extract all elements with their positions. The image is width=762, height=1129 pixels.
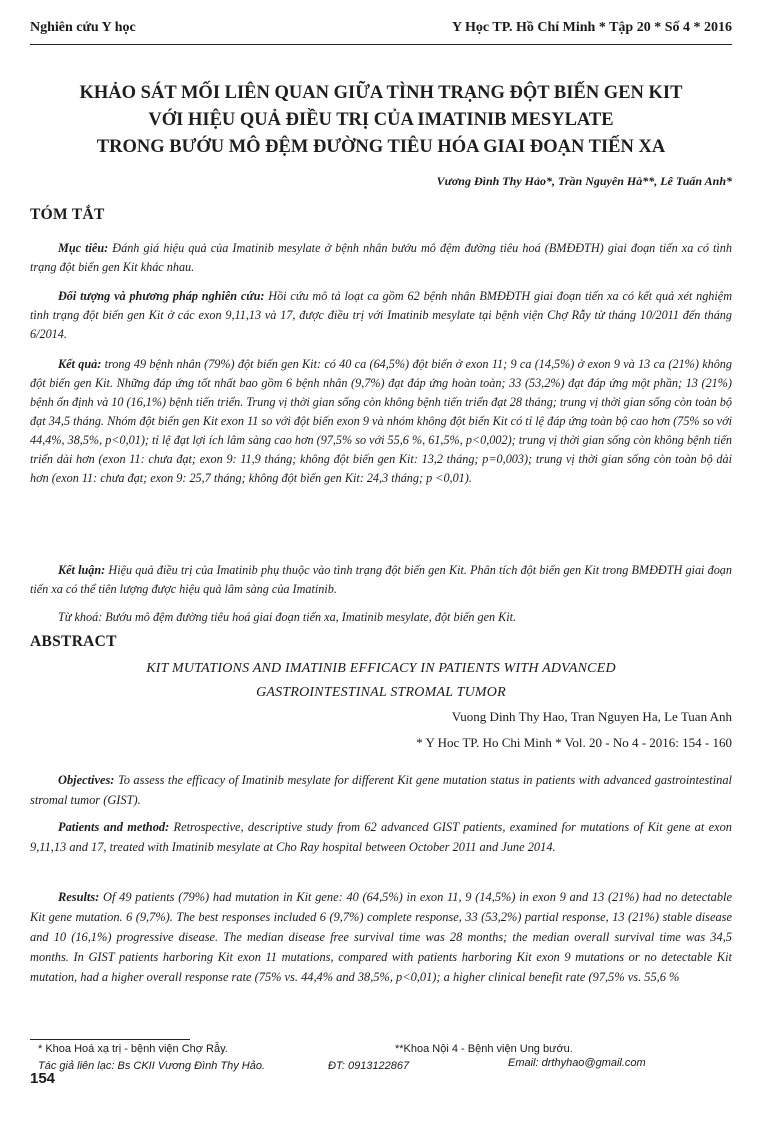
- summary-conclusion: [30, 561, 732, 599]
- conclusion-text: Hiệu quả điều trị của Imatinib phụ thuộc vào tình trạng đột biến gen Kit. Phân tích đột biến gen Kit trong BMĐĐTH giai đoạn tiến xa có thể tiên lượng được hiệu quả lâm sàng của Imatinib.: [30, 563, 732, 596]
- summary-methods: [30, 287, 732, 344]
- journal-section: Nghiên cứu Y học: [30, 20, 136, 35]
- journal-issue: Y Học TP. Hồ Chí Minh * Tập 20 * Số 4 * 2016: [451, 20, 732, 35]
- results-en-label: Results:: [58, 890, 100, 904]
- abstract-heading: ABSTRACT: [30, 633, 117, 650]
- footnote-phone: ĐT: 0913122867: [328, 1060, 410, 1072]
- objective-label: Mục tiêu:: [58, 241, 109, 255]
- methods-en-label: Patients and method:: [58, 820, 170, 834]
- objective-text: Đánh giá hiệu quả của Imatinib mesylate ở bệnh nhân bướu mô đệm đường tiêu hoá (BMĐĐTH) giai đoạn tiến xa có tình trạng đột biến gen Kit khác nhau.: [30, 241, 732, 274]
- abstract-objectives: [30, 770, 732, 810]
- summary-results: [30, 355, 732, 488]
- footnote-rule: [30, 1039, 190, 1040]
- results-en-text: Of 49 patients (79%) had mutation in Kit gene: 40 (64,5%) in exon 11, 9 (14,5%) in exon 9 and 13 (21%) had no detectable Kit gene mutation. 6 (9,7%). The best responses included 6 (9,7%) complete response, 33 (53,2%) partial response, 13 (21%) stable disease and 10 (16,1%) progressive disease. The median disease free survival time was 28 months; the median overall survival time was 34,5 months. In GIST patients harboring Kit exon 11 mutations, compared with patients harboring Kit exon 9 mutations or no detectable Kit mutation, had a higher overall response rate (75% vs. 44,4% and 38,5%, p<0,01); a higher clinical benefit rate (97,5% vs. 55,6 %: [30, 890, 732, 984]
- title-line-3: TRONG BƯỚU MÔ ĐỆM ĐƯỜNG TIÊU HÓA GIAI ĐOẠN TIẾN XA: [96, 137, 666, 157]
- citation: * Y Hoc TP. Ho Chi Minh * Vol. 20 - No 4 - 2016: 154 - 160: [416, 735, 732, 750]
- objectives-label: Objectives:: [58, 773, 115, 787]
- title-line-2: VỚI HIỆU QUẢ ĐIỀU TRỊ CỦA IMATINIB MESYLATE: [148, 110, 614, 130]
- summary-objective: [30, 239, 732, 277]
- conclusion-label: Kết luận:: [58, 563, 106, 577]
- methods-label: Đối tượng và phương pháp nghiên cứu:: [58, 289, 265, 303]
- abstract-title-line-2: GASTROINTESTINAL STROMAL TUMOR: [256, 685, 506, 700]
- abstract-results: [30, 887, 732, 987]
- running-header: [30, 20, 732, 42]
- title-line-1: KHẢO SÁT MỐI LIÊN QUAN GIỮA TÌNH TRẠNG ĐỘT BIẾN GEN KIT: [79, 83, 683, 103]
- header-rule: [30, 44, 732, 45]
- summary-heading: TÓM TẮT: [30, 206, 105, 223]
- footnote-contact: Tác giả liên lạc: Bs CKII Vương Đình Thy Hảo.: [38, 1060, 265, 1072]
- footnote-affiliation-1: * Khoa Hoá xạ trị - bệnh viện Chợ Rẫy.: [38, 1043, 228, 1055]
- abstract-title: [60, 657, 702, 705]
- article-title: [40, 80, 722, 161]
- authors-vn: Vương Đình Thy Hảo*, Trần Nguyên Hà**, Lê Tuấn Anh*: [436, 174, 732, 188]
- results-text: trong 49 bệnh nhân (79%) đột biến gen Kit: có 40 ca (64,5%) đột biến ở exon 11; 9 ca (14,5%) ở exon 9 và 13 ca (21%) không đột biến gen Kit. Những đáp ứng tốt nhất bao gồm 6 bệnh nhân (9,7%) đạt đáp ứng hoàn toàn; 33 (53,2%) đạt đáp ứng một phần; 13 (21%) bệnh ổn định và 10 (16,1%) bệnh tiến triển. Trung vị thời gian sống còn không bệnh tiến triển đạt 28 tháng; trung vị thời gian sống còn toàn bộ đạt 34,5 tháng. Nhóm đột biến gen Kit exon 11 so với đột biến exon 9 và nhóm không đột biến Kit có tỉ lệ đáp ứng toàn bộ cao hơn (75% so với 44,4%, 38,5%, p<0,01); tỉ lệ đạt lợi ích lâm sàng cao hơn (97,5% so với 55,6 %, 61,5%, p<0,002); trung vị thời gian sống còn không bệnh tiến triển dài hơn (exon 11: chưa đạt; exon 9: 11,9 tháng; không đột biến gen Kit: 13,2 tháng; p=0,003); trung vị thời gian sống còn toàn bộ dài hơn (exon 11: chưa đạt; exon 9: 25,7 tháng; không đột biến gen Kit: 24,3 tháng; p <0,01).: [30, 357, 732, 485]
- methods-text: Hồi cứu mô tả loạt ca gồm 62 bệnh nhân BMĐĐTH giai đoạn tiến xa có kết quả xét nghiệm tình trạng đột biến gen Kit ở các exon 9,11,13 và 17, được điều trị với Imatinib mesylate tại bệnh viện Chợ Rẫy từ tháng 10/2011 đến tháng 6/2014.: [30, 289, 732, 341]
- authors-en: Vuong Dinh Thy Hao, Tran Nguyen Ha, Le Tuan Anh: [451, 709, 732, 724]
- abstract-title-line-1: KIT MUTATIONS AND IMATINIB EFFICACY IN PATIENTS WITH ADVANCED: [146, 661, 616, 676]
- footnote-affiliation-2: **Khoa Nội 4 - Bệnh viện Ung bướu.: [395, 1043, 573, 1055]
- results-label: Kết quả:: [58, 357, 102, 371]
- objectives-text: To assess the efficacy of Imatinib mesylate for different Kit gene mutation status in patients with advanced gastrointestinal stromal tumor (GIST).: [30, 773, 732, 807]
- methods-en-text: Retrospective, descriptive study from 62 advanced GIST patients, examined for mutations of Kit gene at exon 9,11,13 and 17, treated with Imatinib mesylate at Cho Ray hospital between October 2011 and June 2014.: [30, 820, 732, 854]
- footnote-email: Email: drthyhao@gmail.com: [508, 1057, 646, 1069]
- page-number: 154: [30, 1070, 56, 1087]
- summary-keywords: Từ khoá: Bướu mô đệm đường tiêu hoá giai đoạn tiến xa, Imatinib mesylate, đột biến gen Kit.: [58, 610, 517, 624]
- abstract-methods: [30, 817, 732, 857]
